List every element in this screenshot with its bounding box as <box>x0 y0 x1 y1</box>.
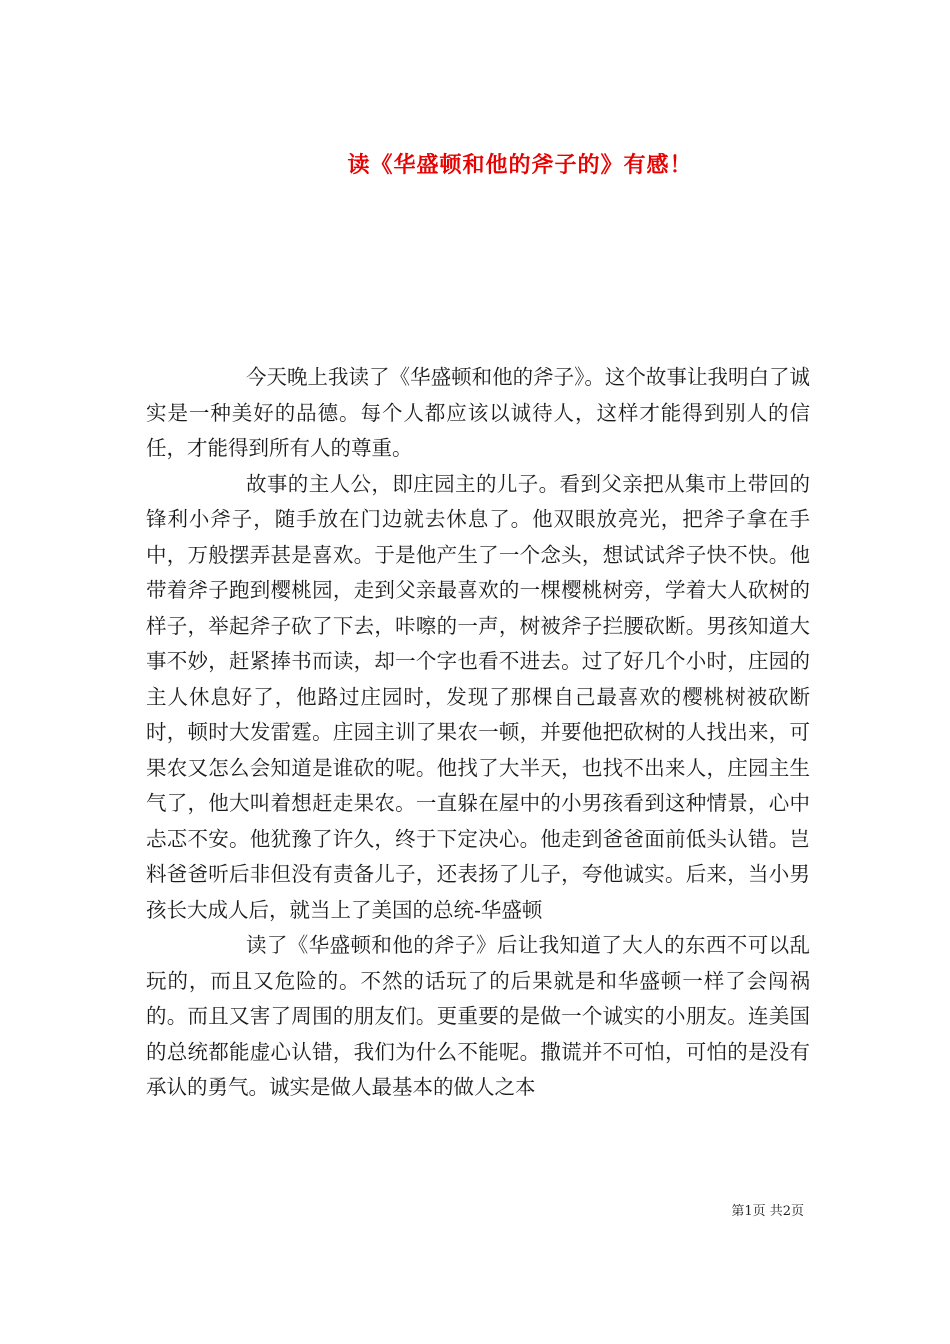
page-number-footer: 第1页 共2页 <box>731 1204 804 1219</box>
document-body <box>146 360 810 1106</box>
document-title: 读《华盛顿和他的斧子的》有感！ <box>347 151 693 178</box>
paragraph-3: 读了《华盛顿和他的斧子》后让我知道了大人的东西不可以乱玩的，而且又危险的。不然的话玩了的后果就是和华盛顿一样了会闯祸的。而且又害了周围的朋友们。更重要的是做一个诚实的小朋友。连美国的总统都能虚心认错，我们为什么不能呢。撒谎并不可怕，可怕的是没有承认的勇气。诚实是做人最基本的做人之本 <box>146 933 810 1099</box>
paragraph-1: 今天晚上我读了《华盛顿和他的斧子》。这个故事让我明白了诚实是一种美好的品德。每个人都应该以诚待人，这样才能得到别人的信任，才能得到所有人的尊重。 <box>146 365 810 460</box>
paragraph-2: 故事的主人公，即庄园主的儿子。看到父亲把从集市上带回的锋利小斧子，随手放在门边就去休息了。他双眼放亮光，把斧子拿在手中，万般摆弄甚是喜欢。于是他产生了一个念头，想试试斧子快不快。他带着斧子跑到樱桃园，走到父亲最喜欢的一棵樱桃树旁，学着大人砍树的样子，举起斧子砍了下去，咔嚓的一声，树被斧子拦腰砍断。男孩知道大事不妙，赶紧捧书而读，却一个字也看不进去。过了好几个小时，庄园的主人休息好了，他路过庄园时，发现了那棵自己最喜欢的樱桃树被砍断时，顿时大发雷霆。庄园主训了果农一顿，并要他把砍树的人找出来，可果农又怎么会知道是谁砍的呢。他找了大半天，也找不出来人，庄园主生气了，他大叫着想赶走果农。一直躲在屋中的小男孩看到这种情景，心中忐忑不安。他犹豫了许久，终于下定决心。他走到爸爸面前低头认错。岂料爸爸听后非但没有责备儿子，还表扬了儿子，夸他诚实。后来，当小男孩长大成人后，就当上了美国的总统-华盛顿 <box>146 471 810 922</box>
